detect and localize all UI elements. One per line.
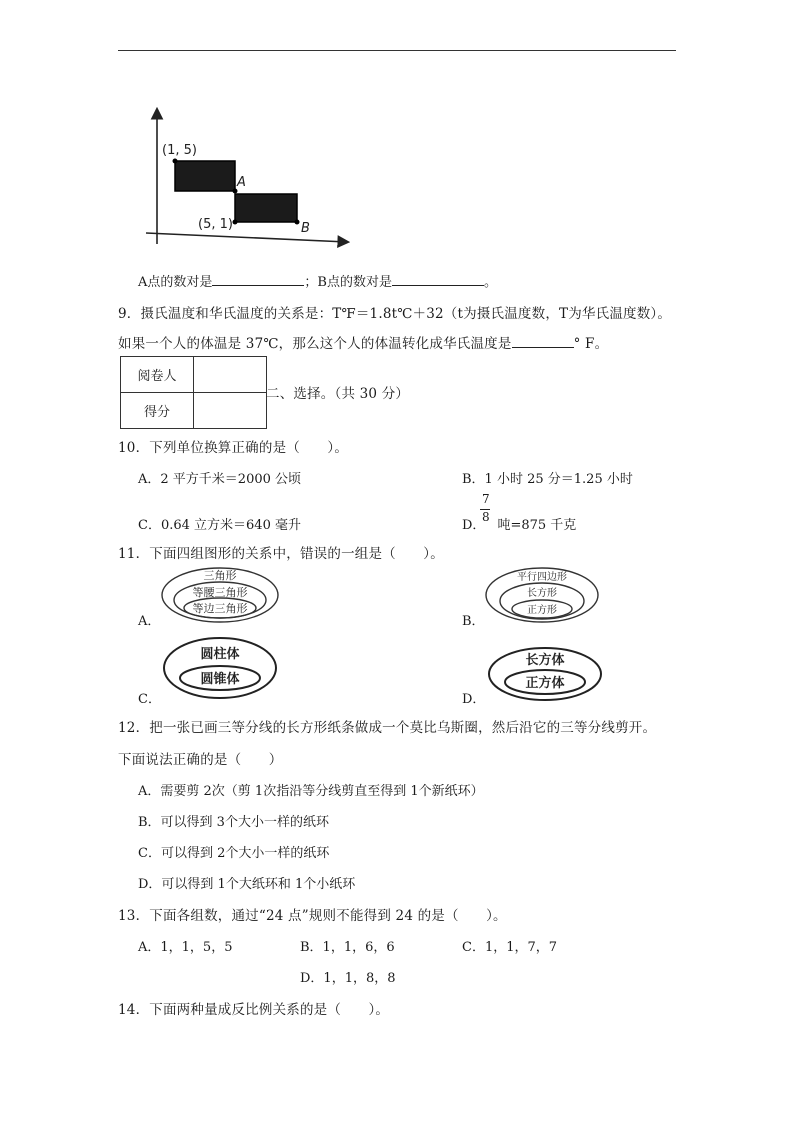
q11-diagram-a <box>160 566 284 626</box>
score-cell-score[interactable] <box>194 393 267 429</box>
ring-rectangle: 长方形 <box>527 588 557 599</box>
q8-blank-b[interactable] <box>392 274 484 286</box>
ring-cylinder: 圆柱体 <box>200 647 240 662</box>
q13-option-a[interactable]: A．1，1，5，5 <box>138 940 233 955</box>
q9-blank[interactable] <box>512 336 574 348</box>
label-b: B <box>301 221 310 236</box>
point-1-5 <box>173 159 178 164</box>
q14-stem: 14．下面两种量成反比例关系的是（ ）。 <box>118 1002 390 1018</box>
q13-option-b[interactable]: B．1，1，6，6 <box>300 940 395 955</box>
q11-diagram-c <box>162 636 280 702</box>
rectangle-2 <box>235 194 297 222</box>
ring-equilateral: 等边三角形 <box>192 602 248 615</box>
ring-cuboid: 长方体 <box>525 653 565 668</box>
ring-square: 正方形 <box>527 605 557 616</box>
q8-text-mid: ；B点的数对是 <box>304 275 392 290</box>
q10-stem: 10．下列单位换算正确的是（ ）。 <box>118 440 349 456</box>
q9-line1: 9．摄氏温度和华氏温度的关系是：T℉＝1.8t℃＋32（t为摄氏温度数，T为华氏温度数）。 <box>118 306 672 322</box>
q10-d-prefix: D． <box>462 518 486 533</box>
q10-d-suffix: 吨=875 千克 <box>497 518 577 533</box>
section-title: 二、选择。（共 30 分） <box>266 386 410 402</box>
point-b <box>295 220 300 225</box>
q11-option-d[interactable]: D． <box>462 692 486 707</box>
score-label-reviewer: 阅卷人 <box>121 357 194 393</box>
q11-option-c[interactable]: C． <box>138 692 161 707</box>
label-5-1: (5, 1) <box>198 217 233 232</box>
q9-line2-b: ° F。 <box>573 336 609 352</box>
q12-line1: 12．把一张已画三等分线的长方形纸条做成一个莫比乌斯圈，然后沿它的三等分线剪开。 <box>118 720 657 736</box>
q11-diagram-d <box>486 646 604 704</box>
score-cell-reviewer[interactable] <box>194 357 267 393</box>
q11-option-b[interactable]: B． <box>462 614 485 629</box>
q12-line2: 下面说法正确的是（ ） <box>118 752 283 768</box>
ring-triangle: 三角形 <box>203 569 237 582</box>
ring-isosceles: 等腰三角形 <box>192 586 248 599</box>
rectangle-1 <box>175 161 235 191</box>
q11-option-a[interactable]: A． <box>138 614 161 629</box>
label-1-5: (1, 5) <box>162 143 197 158</box>
x-axis <box>146 233 347 242</box>
q12-option-b[interactable]: B．可以得到 3个大小一样的纸环 <box>138 815 329 830</box>
point-5-1 <box>233 220 238 225</box>
q8-text-a: A点的数对是 <box>138 275 213 290</box>
q11-stem: 11．下面四组图形的关系中，错误的一组是（ ）。 <box>118 546 444 562</box>
q10-d-denominator: 8 <box>482 510 490 524</box>
score-table <box>120 356 267 429</box>
q10-option-c[interactable]: C．0.64 立方米＝640 毫升 <box>138 518 301 533</box>
q10-option-a[interactable]: A．2 平方千米＝2000 公顷 <box>138 472 302 487</box>
label-a: A <box>237 175 246 190</box>
q12-option-a[interactable]: A．需要剪 2次（剪 1次指沿等分线剪直至得到 1个新纸环） <box>138 784 484 799</box>
ring-cone: 圆锥体 <box>200 672 240 687</box>
q10-option-d[interactable] <box>462 514 576 533</box>
q8-line <box>138 271 497 290</box>
q9-line2-a: 如果一个人的体温是 37℃，那么这个人的体温转化成华氏温度是 <box>118 336 512 352</box>
q13-option-d[interactable]: D．1，1，8，8 <box>300 971 396 986</box>
coordinate-graph <box>140 104 355 252</box>
q12-option-c[interactable]: C．可以得到 2个大小一样的纸环 <box>138 846 330 861</box>
q13-option-c[interactable]: C．1，1，7，7 <box>462 940 558 955</box>
q13-stem: 13．下面各组数，通过“24 点”规则不能得到 24 的是（ ）。 <box>118 908 507 924</box>
q11-diagram-b <box>484 566 602 626</box>
ring-parallelogram: 平行四边形 <box>517 572 567 583</box>
ring-cube: 正方体 <box>525 676 565 691</box>
score-label-score: 得分 <box>121 393 194 429</box>
q12-option-d[interactable]: D．可以得到 1个大纸环和 1个小纸环 <box>138 877 356 892</box>
q8-text-end: 。 <box>483 275 497 290</box>
q9-line2 <box>118 332 608 352</box>
q10-d-numerator: 7 <box>482 492 490 506</box>
header-rule <box>118 50 676 51</box>
q10-option-b[interactable]: B．1 小时 25 分＝1.25 小时 <box>462 472 633 487</box>
q8-blank-a[interactable] <box>212 274 304 286</box>
